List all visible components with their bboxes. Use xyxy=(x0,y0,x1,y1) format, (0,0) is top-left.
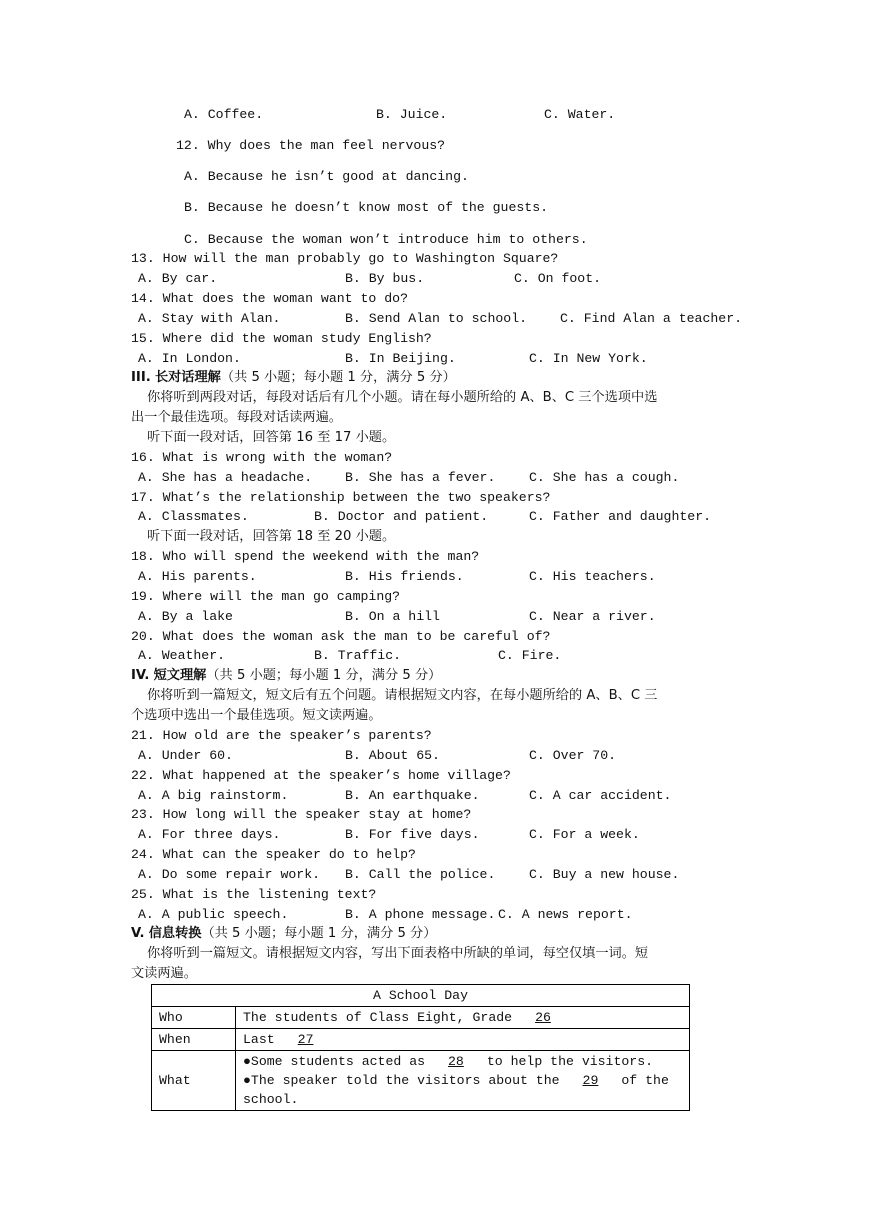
what-line1-end: to help the visitors. xyxy=(478,1054,654,1069)
section-3-num: III. xyxy=(131,370,151,385)
section-4-instruction-line1: 你将听到一篇短文，短文后有五个问题。请根据短文内容，在每小题所给的 A、B、C 三 xyxy=(147,688,658,703)
q21-option-c: C. Over 70. xyxy=(529,748,617,763)
q11-option-c: C. Water. xyxy=(544,107,616,122)
q24-option-b: B. Call the police. xyxy=(345,867,496,882)
q18-option-c: C. His teachers. xyxy=(529,569,656,584)
q24-question: 24. What can the speaker do to help? xyxy=(131,847,416,862)
q22-option-c: C. A car accident. xyxy=(529,788,672,803)
q13-question: 13. How will the man probably go to Washington Square? xyxy=(131,251,559,266)
q21-option-b: B. About 65. xyxy=(345,748,440,763)
table-row xyxy=(152,1007,690,1029)
q24-option-c: C. Buy a new house. xyxy=(529,867,680,882)
who-text: The students of Class Eight, Grade xyxy=(243,1010,520,1025)
q15-question: 15. Where did the woman study English? xyxy=(131,331,432,346)
q19-option-b: B. On a hill xyxy=(345,609,440,624)
section-5-num: V. xyxy=(131,926,145,941)
q14-option-b: B. Send Alan to school. xyxy=(345,311,528,326)
q13-option-c: C. On foot. xyxy=(514,271,602,286)
section-5-note: （共 5 小题；每小题 1 分，满分 5 分） xyxy=(201,926,437,941)
q16-option-b: B. She has a fever. xyxy=(345,470,496,485)
q20-option-a: A. Weather. xyxy=(138,648,226,663)
q20-option-c: C. Fire. xyxy=(498,648,562,663)
q12-option-c: C. Because the woman won’t introduce him to others. xyxy=(184,232,588,247)
q25-question: 25. What is the listening text? xyxy=(131,887,377,902)
q17-question: 17. What’s the relationship between the two speakers? xyxy=(131,490,551,505)
q23-option-b: B. For five days. xyxy=(345,827,480,842)
table-label-when: When xyxy=(152,1029,236,1051)
section-4-heading xyxy=(131,666,441,686)
q23-option-c: C. For a week. xyxy=(529,827,640,842)
q14-option-c: C. Find Alan a teacher. xyxy=(560,311,743,326)
q21-option-a: A. Under 60. xyxy=(138,748,233,763)
table-label-who: Who xyxy=(152,1007,236,1029)
section-4-note: （共 5 小题；每小题 1 分，满分 5 分） xyxy=(206,668,442,683)
section-5-instruction-line2: 文读两遍。 xyxy=(131,966,197,981)
q17-option-a: A. Classmates. xyxy=(138,509,249,524)
q19-question: 19. Where will the man go camping? xyxy=(131,589,401,604)
section-3-note: （共 5 小题；每小题 1 分，满分 5 分） xyxy=(220,370,456,385)
what-line3: school. xyxy=(243,1092,299,1107)
q11-option-b: B. Juice. xyxy=(376,107,448,122)
table-cell-who xyxy=(236,1007,690,1029)
table-row xyxy=(152,1051,690,1111)
what-line1-start: ●Some students acted as xyxy=(243,1054,433,1069)
table-row xyxy=(152,1029,690,1051)
q20-question: 20. What does the woman ask the man to be careful of? xyxy=(131,629,551,644)
what-line2-end: of the xyxy=(613,1073,669,1088)
q12-option-b: B. Because he doesn’t know most of the guests. xyxy=(184,200,549,215)
q24-option-a: A. Do some repair work. xyxy=(138,867,321,882)
what-line2-start: ●The speaker told the visitors about the xyxy=(243,1073,568,1088)
q11-option-a: A. Coffee. xyxy=(184,107,264,122)
section-5-title: 信息转换 xyxy=(148,926,202,941)
q14-option-a: A. Stay with Alan. xyxy=(138,311,281,326)
when-text: Last xyxy=(243,1032,283,1047)
q15-option-c: C. In New York. xyxy=(529,351,648,366)
q17-option-b: B. Doctor and patient. xyxy=(314,509,489,524)
q18-question: 18. Who will spend the weekend with the man? xyxy=(131,549,480,564)
q12-question: 12. Why does the man feel nervous? xyxy=(176,138,446,153)
section-4-instruction-line2: 个选项中选出一个最佳选项。短文读两遍。 xyxy=(131,708,382,723)
q16-question: 16. What is wrong with the woman? xyxy=(131,450,393,465)
q25-option-c: C. A news report. xyxy=(498,907,633,922)
section-3-heading xyxy=(131,368,456,388)
q18-option-a: A. His parents. xyxy=(138,569,257,584)
q22-option-b: B. An earthquake. xyxy=(345,788,480,803)
q23-question: 23. How long will the speaker stay at home? xyxy=(131,807,472,822)
section-3-sub-instruction-2: 听下面一段对话，回答第 18 至 20 小题。 xyxy=(147,529,396,544)
blank-28: 28 xyxy=(448,1054,464,1069)
q23-option-a: A. For three days. xyxy=(138,827,281,842)
q14-question: 14. What does the woman want to do? xyxy=(131,291,408,306)
table-label-what: What xyxy=(152,1051,236,1111)
q16-option-c: C. She has a cough. xyxy=(529,470,680,485)
blank-29: 29 xyxy=(582,1073,599,1088)
school-day-table xyxy=(151,984,690,1111)
section-3-instruction-line1: 你将听到两段对话，每段对话后有几个小题。请在每小题所给的 A、B、C 三个选项中选 xyxy=(147,390,658,405)
q21-question: 21. How old are the speaker’s parents? xyxy=(131,728,432,743)
table-row xyxy=(152,985,690,1007)
table-cell-what xyxy=(236,1051,690,1111)
table-title: A School Day xyxy=(152,985,690,1007)
section-3-sub-instruction-1: 听下面一段对话，回答第 16 至 17 小题。 xyxy=(147,430,396,445)
q15-option-a: A. In London. xyxy=(138,351,241,366)
q13-option-b: B. By bus. xyxy=(345,271,425,286)
blank-26: 26 xyxy=(535,1010,551,1025)
q25-option-a: A. A public speech. xyxy=(138,907,289,922)
section-5-heading xyxy=(131,924,436,944)
q22-option-a: A. A big rainstorm. xyxy=(138,788,289,803)
section-3-instruction-line2: 出一个最佳选项。每段对话读两遍。 xyxy=(131,410,342,425)
q16-option-a: A. She has a headache. xyxy=(138,470,313,485)
q15-option-b: B. In Beijing. xyxy=(345,351,456,366)
section-4-title: 短文理解 xyxy=(153,668,207,683)
section-4-num: IV. xyxy=(131,668,150,683)
q17-option-c: C. Father and daughter. xyxy=(529,509,712,524)
blank-27: 27 xyxy=(297,1032,314,1047)
q12-option-a: A. Because he isn’t good at dancing. xyxy=(184,169,469,184)
q19-option-c: C. Near a river. xyxy=(529,609,656,624)
q19-option-a: A. By a lake xyxy=(138,609,233,624)
section-3-title: 长对话理解 xyxy=(154,370,221,385)
q22-question: 22. What happened at the speaker’s home village? xyxy=(131,768,511,783)
q25-option-b: B. A phone message. xyxy=(345,907,496,922)
table-cell-when xyxy=(236,1029,690,1051)
q13-option-a: A. By car. xyxy=(138,271,218,286)
q20-option-b: B. Traffic. xyxy=(314,648,402,663)
q18-option-b: B. His friends. xyxy=(345,569,464,584)
section-5-instruction-line1: 你将听到一篇短文。请根据短文内容，写出下面表格中所缺的单词，每空仅填一词。短 xyxy=(147,946,649,961)
